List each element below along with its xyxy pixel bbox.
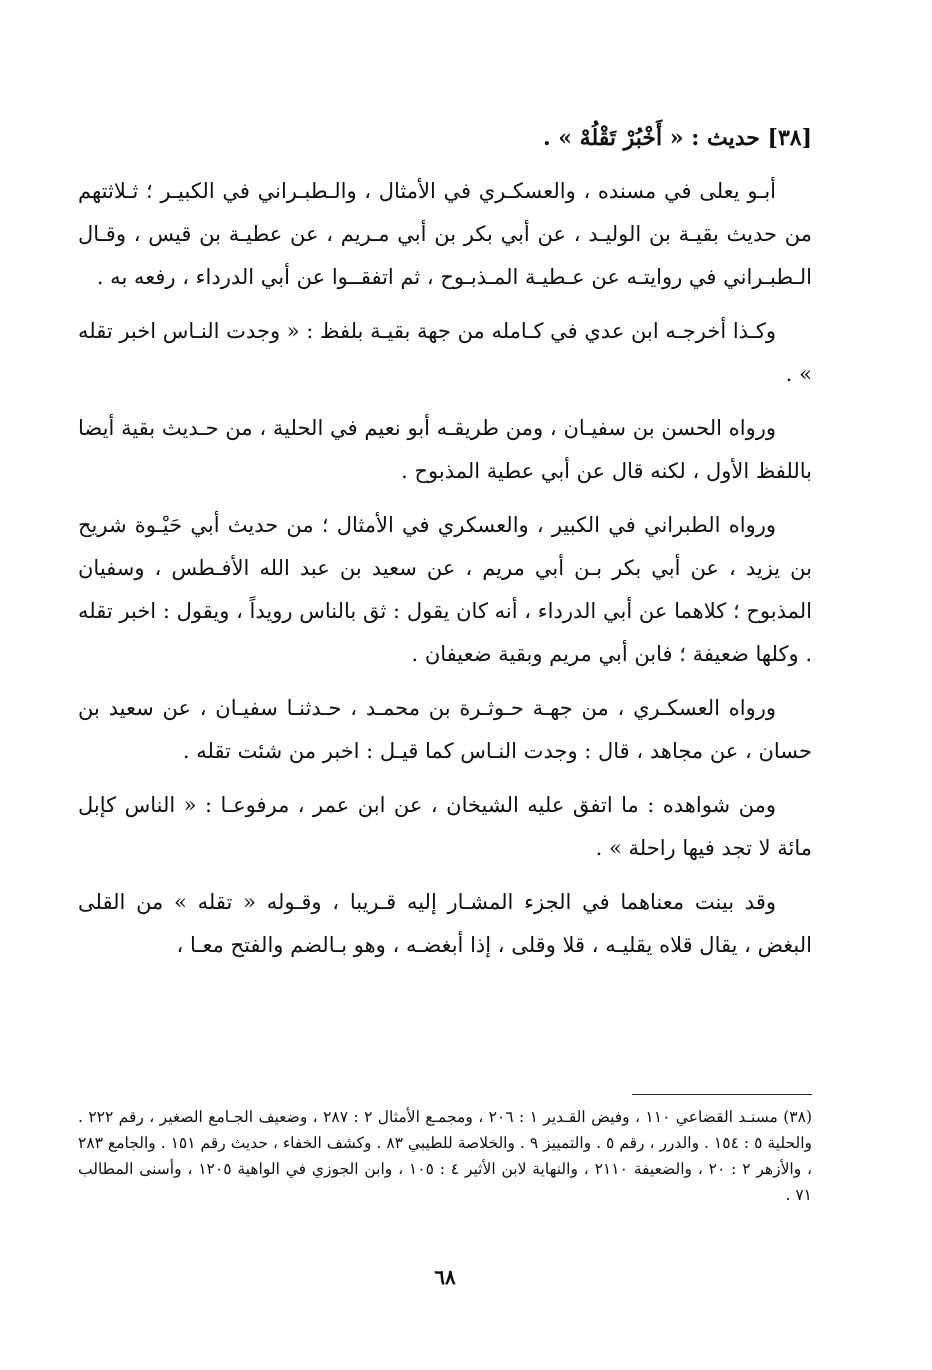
hadith-heading: [٣٨] حديث : « أَخْبُرْ تَقْلُهْ » . xyxy=(542,125,812,151)
paragraph-3 xyxy=(78,407,812,493)
paragraph-text: ومن شواهده : ما اتفق عليه الشيخان ، عن ابن عمر ، مرفوعـا : « الناس كإبل مائة لا تجد فيها راحلة » . xyxy=(78,793,812,860)
paragraph-5 xyxy=(78,687,812,773)
paragraph-2 xyxy=(78,310,812,396)
paragraph-1 xyxy=(78,170,812,299)
paragraph-text: أبـو يعلى في مسنده ، والعسكـري في الأمثال ، والـطبـراني في الكبيـر ؛ ثـلاثتهم من حديث بقيـة بن الوليـد ، عن أبي بكر بن أبي مـريم ، عن عطيـة بن قيس ، وقـال الـطبـراني في روايتـه عن عـطيـة المـذبـوح ، ثم اتفقــوا عن أبي الدرداء ، رفعه به . xyxy=(78,179,812,289)
paragraph-text: ورواه العسكـري ، من جهـة حـوثـرة بن محمـد ، حـدثنـا سفيـان ، عن سعيد بن حسان ، عن مجاهد ، قال : وجدت النـاس كما قيـل : اخبر من شئت تقله . xyxy=(78,696,812,763)
footnote-divider xyxy=(632,1094,812,1095)
main-text xyxy=(78,170,812,978)
paragraph-4 xyxy=(78,504,812,676)
footnote: (٣٨) مسنـد القضاعي ١١٠ ، وفيض القـدير ١ : ٢٠٦ ، ومجمـع الأمثال ٢ : ٢٨٧ ، وضعيف الجـامع الصغير ، رقم ٢٢٢ . والحلية ٥ : ١٥٤ . والدرر ، رقم ٥ . والتمييز ٩ . والخلاصة للطيبي ٨٣ . وكشف الخفاء ، حديث رقم ١٥١ . والجامع ٢٨٣ ، والأزهر ٢ : ٢٠ ، والضعيفة ٢١١٠ ، والنهاية لابن الأثير ٤ : ١٠٥ ، وابن الجوزي في الواهية ١٢٠٥ ، وأسنى المطالب ٧١ . xyxy=(78,1108,813,1204)
book-page xyxy=(78,0,812,1370)
paragraph-text: وكـذا أخرجـه ابن عدي في كـامله من جهة بقيـة بلفظ : « وجدت النـاس اخبر تقله » . xyxy=(77,319,812,386)
paragraph-text: وقد بينت معناهما في الجزء المشـار إليه قـريبا ، وقـوله « تقله » من القلى البغض ، يقال قلاه يقليـه ، قلا وقلى ، إذا أبغضـه ، وهو بـالضم والفتح معـا ، xyxy=(78,890,812,957)
paragraph-7 xyxy=(78,881,812,967)
page-number: ٦٨ xyxy=(434,1265,456,1289)
paragraph-6 xyxy=(78,784,812,870)
paragraph-text: ورواه الحسن بن سفيـان ، ومن طريقـه أبو نعيم في الحلية ، من حـديث بقية أيضا باللفظ الأول ، لكنه قال عن أبي عطية المذبوح . xyxy=(78,416,812,483)
paragraph-text: ورواه الطبراني في الكبير ، والعسكري في الأمثال ؛ من حديث أبي حَيْـوة شريح بن يزيد ، عن أبي بكر بـن أبي مريم ، عن سعيد بن عبد الله الأفـطس ، وسفيان المذبوح ؛ كلاهما عن أبي الدرداء ، أنه كان يقول : ثق بالناس رويداً ، ويقول : اخبر تقله . وكلها ضعيفة ؛ فابن أبي مريم وبقية ضعيفان . xyxy=(78,513,812,666)
